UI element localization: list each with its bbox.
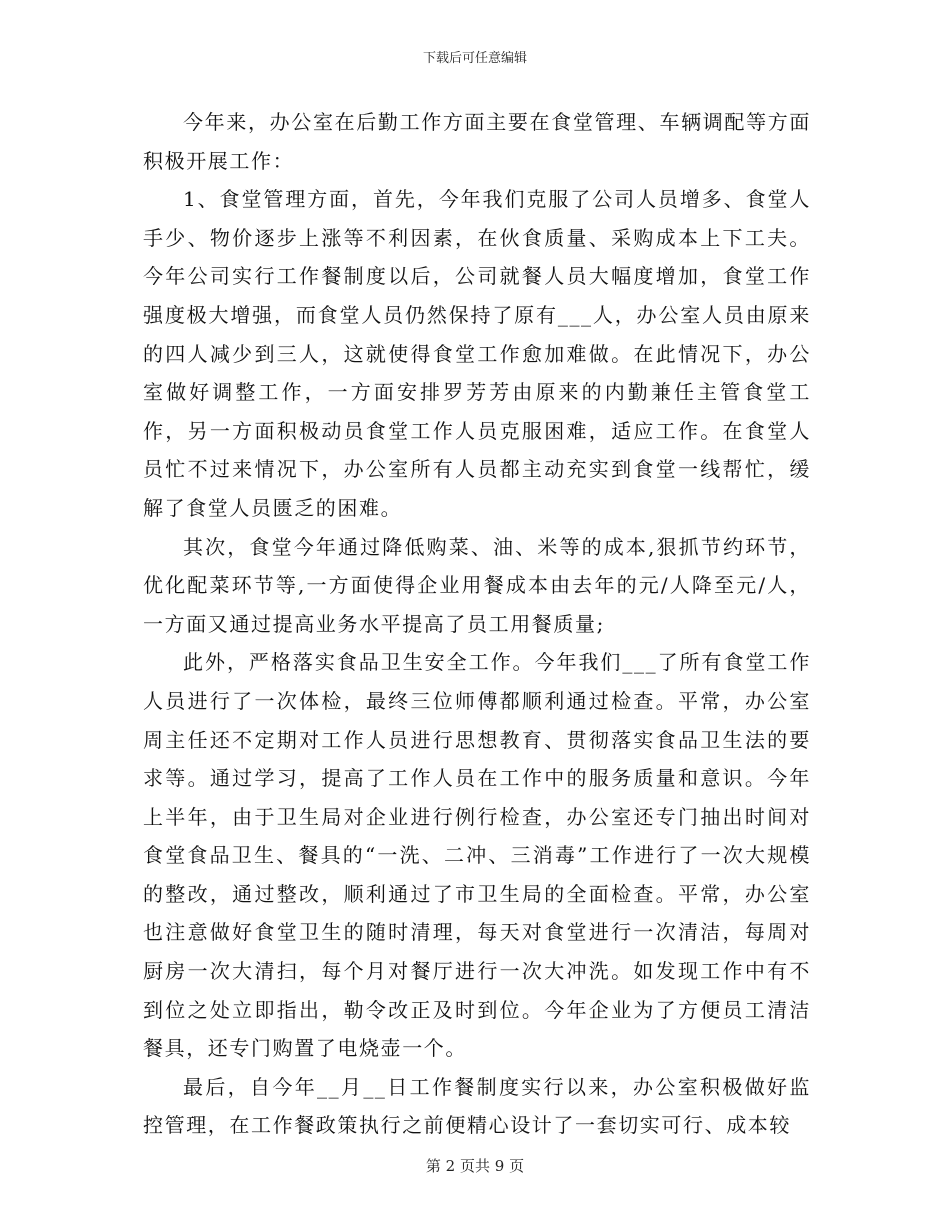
paragraph-intro: 今年来，办公室在后勤工作方面主要在食堂管理、车辆调配等方面积极开展工作： <box>143 110 811 173</box>
paragraph-cost-reduction: 其次，食堂今年通过降低购菜、油、米等的成本,狠抓节约环节，优化配菜环节等,一方面使得企业用餐成本由去年的元/人降至元/人，一方面又通过提高业务水平提高了员工用餐质量; <box>143 534 811 636</box>
paragraph-canteen-management: 1、食堂管理方面，首先，今年我们克服了公司人员增多、食堂人手少、物价逐步上涨等不利因素，在伙食质量、采购成本上下工夫。今年公司实行工作餐制度以后，公司就餐人员大幅度增加，食堂工作强度极大增强，而食堂人员仍然保持了原有___人，办公室人员由原来的四人减少到三人，这就使得食堂工作愈加难做。在此情况下，办公室做好调整工作，一方面安排罗芳芳由原来的内勤兼任主管食堂工作，另一方面积极动员食堂工作人员克服困难，适应工作。在食堂人员忙不过来情况下，办公室所有人员都主动充实到食堂一线帮忙，缓解了食堂人员匮乏的困难。 <box>143 187 811 520</box>
paragraph-meal-system: 最后，自今年__月__日工作餐制度实行以来，办公室积极做好监控管理，在工作餐政策执行之前便精心设计了一套切实可行、成本较 <box>143 1074 811 1138</box>
page-number-footer: 第 2 页共 9 页 <box>425 1157 525 1175</box>
document-body <box>143 103 811 1145</box>
paragraph-food-safety: 此外，严格落实食品卫生安全工作。今年我们___了所有食堂工作人员进行了一次体检，最终三位师傅都顺利通过检查。平常，办公室周主任还不定期对工作人员进行思想教育、贯彻落实食品卫生法的要求等。通过学习，提高了工作人员在工作中的服务质量和意识。今年上半年，由于卫生局对企业进行例行检查，办公室还专门抽出时间对食堂食品卫生、餐具的“一洗、二冲、三消毒”工作进行了一次大规模的整改，通过整改，顺利通过了市卫生局的全面检查。平常，办公室也注意做好食堂卫生的随时清理，每天对食堂进行一次清洁，每周对厨房一次大清扫，每个月对餐厅进行一次大冲洗。如发现工作中有不到位之处立即指出，勒令改正及时到位。今年企业为了方便员工清洁餐具，还专门购置了电烧壶一个。 <box>143 650 811 1061</box>
page-header: 下载后可任意编辑 <box>422 51 527 66</box>
